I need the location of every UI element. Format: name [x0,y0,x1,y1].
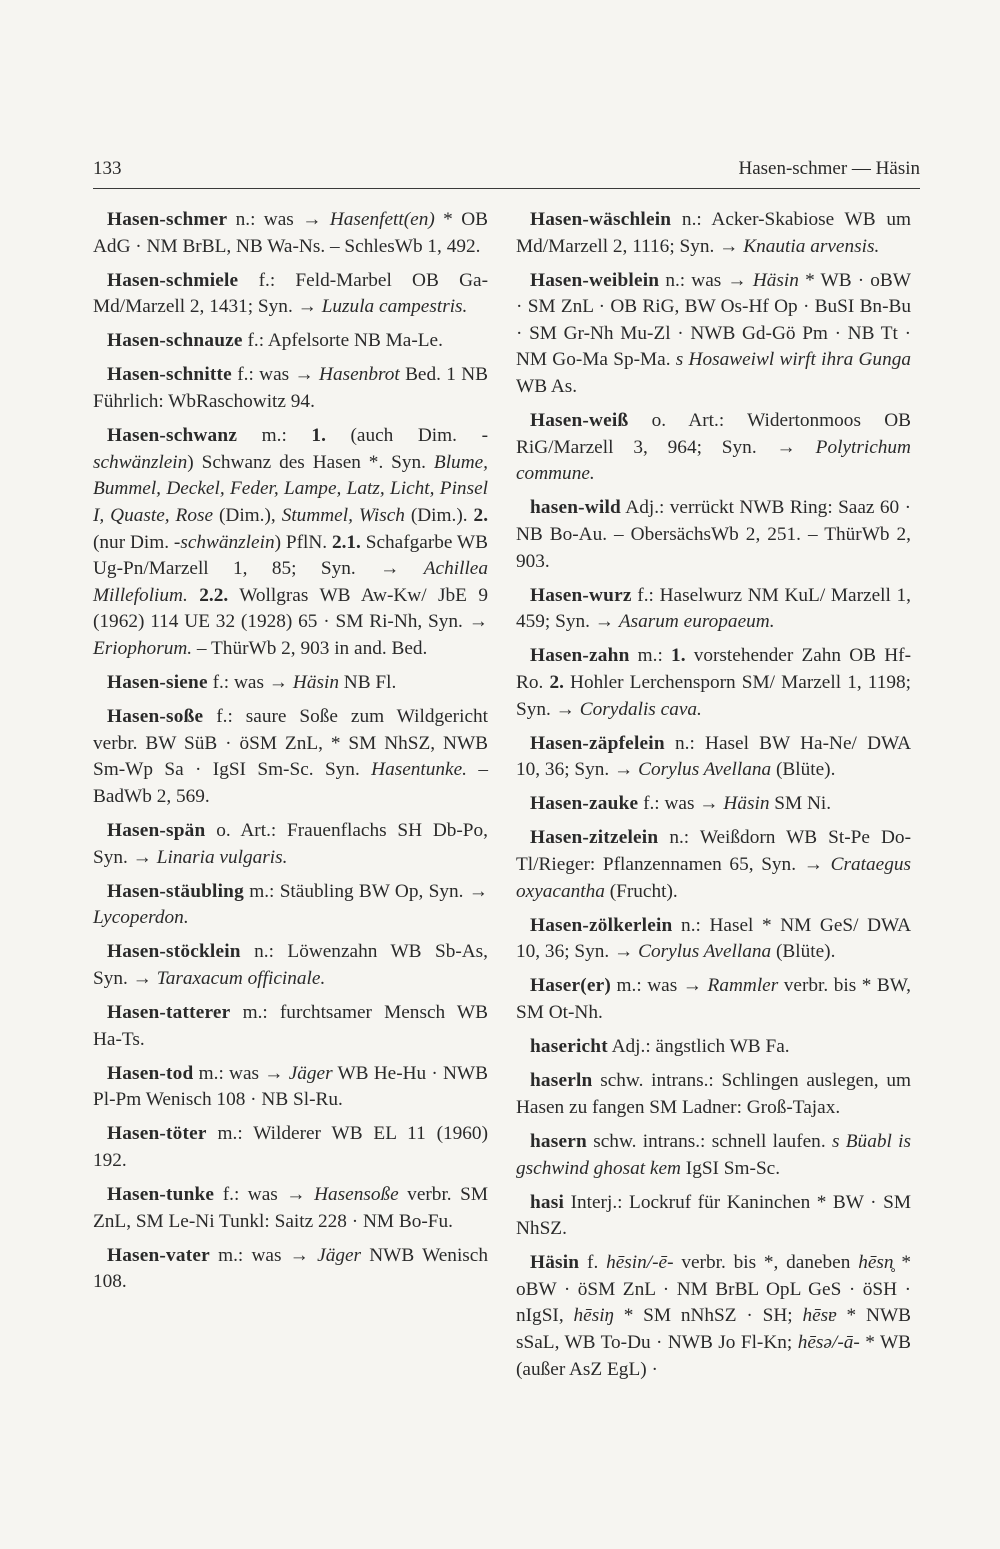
italic-text: Eriophorum. [93,637,193,659]
dictionary-entry [516,268,911,401]
entry-text: m.: [629,645,672,667]
entry-text: f.: was → [638,793,724,815]
dictionary-entry [93,939,488,992]
italic-text: Crataegus oxyacantha [516,854,911,902]
entry-text: ) Schwanz des Hasen *. Syn. [187,451,434,473]
entry-text: verbr. bis *, daneben [673,1252,859,1274]
entry-text: m.: was → [209,1244,318,1266]
dictionary-entry [516,495,911,575]
sense-number: 2.1. [331,531,361,553]
headword: Hasen-zölkerlein [530,914,673,936]
dictionary-entry [516,731,911,784]
dictionary-entry [93,207,488,260]
entry-text: Bed. 1 NB Führlich: WbRaschowitz 94. [93,364,488,413]
headword: Hasen-wurz [530,584,632,606]
italic-text: hēsiŋ [573,1305,614,1327]
entry-text: → [302,209,330,230]
entry-text: f.: was → [231,364,320,386]
italic-text: Corylus Avellana [638,759,772,781]
entry-text: n.: was [227,209,303,230]
dictionary-entry [516,1190,911,1243]
italic-text: Häsin [752,269,799,291]
entry-text: Hohler Lerchensporn SM/ Marzell 1, 1198; Syn. → [516,672,911,720]
right-column [516,207,911,1391]
headword: Hasen-schnauze [107,330,243,352]
italic-text: hēsn̥ [858,1252,894,1274]
dictionary-entry [93,818,488,871]
italic-text: Polytrichum commune. [516,436,911,485]
italic-text: Hasentunke. [371,759,467,781]
dictionary-entry [516,973,911,1026]
italic-text: Hasenbrot [319,364,400,386]
headword: Hasen-tatterer [107,1002,231,1024]
entry-text: n.: was → [659,269,753,291]
dictionary-entry [93,1121,488,1174]
dictionary-entry [93,1243,488,1296]
entry-text: f. [579,1252,607,1274]
entry-text: * SM nNhSZ · SH; [613,1305,803,1327]
entry-text: NB Fl. [338,672,397,693]
entry-text: ) PflN. [274,531,332,553]
dictionary-entry [516,207,911,260]
entry-text: verbr. bis * BW, SM Ot-Nh. [516,975,911,1024]
entry-text: WB As. [516,376,578,398]
entry-text: (auch Dim. [325,425,482,447]
entry-text: m.: was → [611,975,708,997]
headword: haserln [530,1070,593,1092]
running-header [93,152,920,189]
dictionary-entry [516,825,911,905]
entry-text: m.: furchtsamer Mensch WB Ha-Ts. [93,1002,488,1050]
entry-text: o. Art.: Widertonmoos OB RiG/Marzell 3, 964; Syn. → [516,410,911,458]
entry-text: (Blüte). [771,759,836,781]
sense-number: 1. [311,425,326,447]
entry-text: SM Ni. [769,793,832,815]
headword: Häsin [530,1252,580,1274]
entry-text: f.: Feld-Marbel OB Ga-Md/Marzell 2, 1431; Syn. → [93,269,488,318]
entry-text: (Dim.), [213,504,282,526]
italic-text: Stummel, Wisch [281,504,405,526]
headword: Hasen-zahn [530,645,630,667]
italic-text: Häsin [723,793,770,815]
italic-text: Linaria vulgaris. [156,846,288,868]
headword: Hasen-zäpfelein [530,732,665,754]
italic-text: Asarum europaeum. [618,611,775,633]
dictionary-entry [516,583,911,636]
entry-text [188,585,199,606]
italic-text: Häsin [292,672,339,693]
entry-text: – BadWb 2, 569. [93,759,488,807]
italic-text: hēsə/-ā- [797,1332,860,1354]
headword: Hasen-spän [107,819,206,841]
italic-text: s Hosaweiwl wirft ihra Gunga [675,349,911,371]
entry-text: m.: Wilderer WB EL 11 (1960) 192. [93,1123,488,1171]
sense-number: 2. [549,672,564,693]
headword: Hasen-tunke [107,1184,215,1206]
italic-text: hēsɐ [802,1305,837,1327]
italic-text: Knautia arvensis. [743,235,880,257]
headword: Hasen-zauke [530,793,639,815]
entry-text: m.: Stäubling BW Op, Syn. → [243,880,488,902]
entry-text: f.: saure Soße zum Wildgericht verbr. BW SüB · öSM ZnL, * SM NhSZ, NWB Sm-Wp Sa · IgSI Sm-Sc. Syn. [93,706,488,781]
entry-text: n.: Hasel BW Ha-Ne/ DWA 10, 36; Syn. → [516,732,911,781]
sense-number: 2.2. [199,584,229,606]
headword: Hasen-schmer [107,209,228,230]
headword: Hasen-schnitte [107,364,232,386]
entry-text: * WB (außer AsZ EgL) · [516,1332,911,1380]
entry-text: (Dim.). [404,504,474,526]
headword: Hasen-weiß [530,410,629,432]
headword: Hasen-stäubling [107,880,244,902]
headword: Hasen-siene [107,672,208,693]
headword: Hasen-tod [107,1062,194,1084]
dictionary-entry [93,1061,488,1114]
italic-text: Hasensoße [314,1184,399,1206]
headword: Hasen-schmiele [107,269,239,291]
entry-text: IgSI Sm-Sc. [680,1157,781,1179]
headword: Hasen-soße [107,706,204,728]
sense-number: 1. [671,645,686,667]
entry-text: WB He-Hu · NWB Pl-Pm Wenisch 108 · NB Sl-Ru. [93,1062,488,1111]
page-number: 133 [93,158,122,179]
dictionary-entry [93,423,488,662]
italic-text: Rammler [707,975,779,997]
entry-text: f.: Haselwurz NM KuL/ Marzell 1, 459; Syn. → [516,584,911,633]
entry-text: * OB AdG · NM BrBL, NB Wa-Ns. – SchlesWb 1, 492. [93,209,488,257]
entry-text: vorstehender Zahn OB Hf-Ro. [516,645,911,693]
entry-text: f.: Apfelsorte NB Ma-Le. [242,330,443,352]
dictionary-entry [93,328,488,355]
dictionary-entry [516,1250,911,1383]
dictionary-entry [93,362,488,415]
headword: Hasen-wäschlein [530,209,672,230]
italic-text: Corydalis cava. [579,698,702,720]
entry-text: (nur Dim. [93,531,174,553]
dictionary-entry [516,913,911,966]
headword: Hasen-stöcklein [107,941,241,963]
dictionary-entry [93,1182,488,1235]
italic-text: -schwänzlein [173,531,275,553]
headword: Hasen-vater [107,1244,210,1266]
italic-text: Corylus Avellana [638,941,772,963]
italic-text: s Büabl is gschwind ghosat kem [516,1130,912,1179]
entry-text: (Blüte). [771,941,836,963]
running-head: Hasen-schmer — Häsin [738,158,920,179]
headword: hasen-wild [530,497,621,519]
italic-text: Blume, Bummel, Deckel, Feder, Lampe, Latz, Licht, Pinsel I, Quaste, Rose [93,451,488,526]
entry-text: * oBW · öSM ZnL · NM BrBL OpL GeS · öSH · nIgSI, [516,1252,911,1327]
entry-text: * WB · oBW · SM ZnL · OB RiG, BW Os-Hf Op · BuSI Bn-Bu · SM Gr-Nh Mu-Zl · NWB Gd-Gö Pm · NB Tt · NM Go-Ma Sp-Ma. [516,269,911,371]
dictionary-entry [516,408,911,488]
dictionary-entry [93,879,488,932]
italic-text: -schwänzlein [93,425,488,473]
entry-text: m.: was → [193,1062,289,1084]
dictionary-entry [516,1129,911,1182]
headword: hasern [530,1130,587,1152]
headword: Haser(er) [530,975,612,997]
entry-text: Adj.: verrückt NWB Ring: Saaz 60 · NB Bo-Au. – ObersächsWb 2, 251. – ThürWb 2, 903. [516,497,911,572]
entry-text: NWB Wenisch 108. [93,1244,488,1293]
sense-number: 2. [473,504,489,526]
italic-text: Luzula campestris. [321,296,468,318]
entry-text: n.: Hasel * NM GeS/ DWA 10, 36; Syn. → [516,914,911,963]
headword: Hasen-töter [107,1123,207,1145]
italic-text: Lycoperdon. [93,907,189,929]
dictionary-entry [516,1068,911,1121]
entry-text: n.: Acker-Skabiose WB um Md/Marzell 2, 1116; Syn. → [516,209,911,257]
italic-text: hēsin/-ē- [606,1252,674,1274]
entry-text: n.: Weißdorn WB St-Pe Do-Tl/Rieger: Pflanzennamen 65, Syn. → [516,827,911,876]
headword: Hasen-zitzelein [530,827,659,849]
dictionary-entry [516,643,911,723]
entry-text: o. Art.: Frauenflachs SH Db-Po, Syn. → [93,819,488,868]
italic-text: Achillea Millefolium. [93,558,488,606]
dictionary-entry [93,1000,488,1053]
entry-text: Wollgras WB Aw-Kw/ JbE 9 (1962) 114 UE 32 (1928) 65 · SM Ri-Nh, Syn. → [93,584,488,633]
headword: hasericht [530,1036,608,1058]
dictionary-entry [93,670,488,697]
entry-text: Interj.: Lockruf für Kaninchen * BW · SM NhSZ. [516,1191,911,1240]
headword: Hasen-weiblein [530,269,660,291]
italic-text: Jäger [317,1244,362,1266]
entry-text: f.: was → [207,672,293,693]
dictionary-entry [93,704,488,810]
italic-text: Hasenfett(en) [329,209,435,230]
entry-text: Adj.: ängstlich WB Fa. [607,1036,790,1058]
entry-text: (Frucht). [604,880,678,902]
entry-text: f.: was → [214,1184,315,1206]
entry-text: schw. intrans.: schnell laufen. [586,1130,832,1152]
entry-text: verbr. SM ZnL, SM Le-Ni Tunkl: Saitz 228 · NM Bo-Fu. [93,1184,488,1232]
entry-text: schw. intrans.: Schlingen auslegen, um Hasen zu fangen SM Ladner: Groß-Tajax. [516,1070,911,1118]
entry-text: n.: Löwenzahn WB Sb-As, Syn. → [93,941,488,989]
entry-text: Schafgarbe WB Ug-Pn/Marzell 1, 85; Syn. → [93,531,488,580]
entry-text: m.: [237,425,312,447]
headword: hasi [530,1191,565,1213]
dictionary-entry [516,1034,911,1061]
italic-text: Taraxacum officinale. [156,967,326,989]
dictionary-entry [516,791,911,818]
italic-text: Jäger [288,1062,333,1084]
entry-text: – ThürWb 2, 903 in and. Bed. [192,637,428,659]
dictionary-entry [93,268,488,321]
left-column [93,207,488,1303]
headword: Hasen-schwanz [107,425,238,447]
entry-text: * NWB sSaL, WB To-Du · NWB Jo Fl-Kn; [516,1305,912,1354]
